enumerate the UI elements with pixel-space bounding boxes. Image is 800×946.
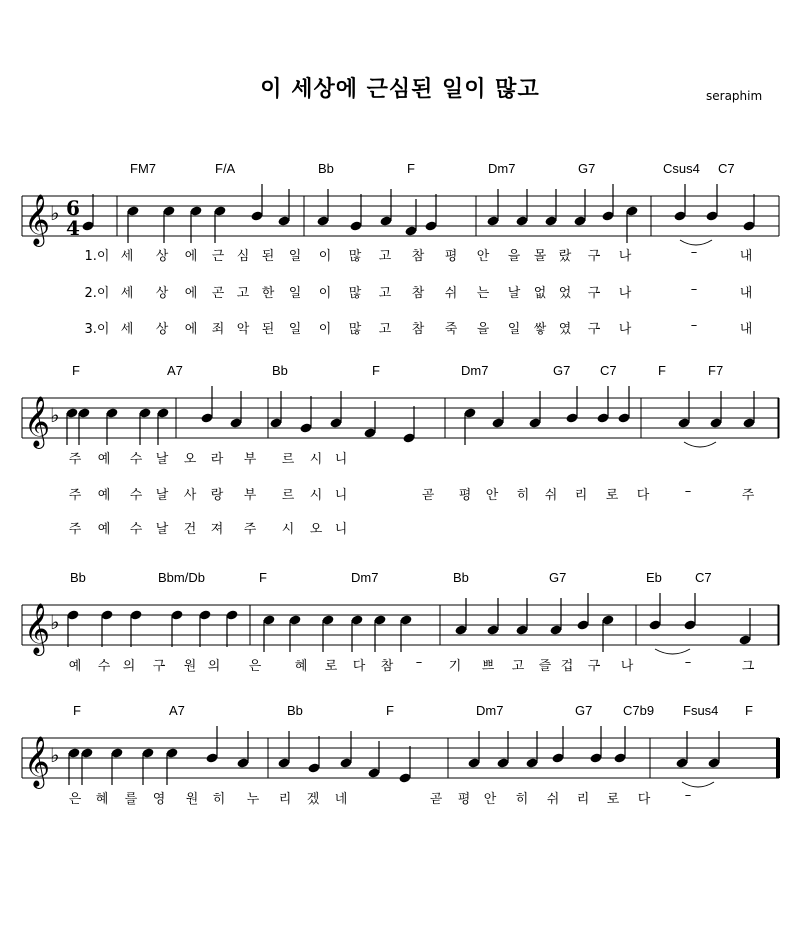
note (65, 407, 78, 445)
lyric-syllable: 많 (348, 286, 362, 301)
lyric-syllable: 예 (97, 452, 111, 467)
note (675, 731, 688, 769)
lyric-syllable: 시 (281, 522, 295, 537)
music-staff (0, 585, 800, 665)
lyric-syllable: 나 (618, 322, 632, 337)
note (515, 598, 528, 636)
lyric-syllable: 원 (185, 792, 199, 807)
lyric-syllable: 영 (152, 792, 166, 807)
lyric-syllable: 내 (739, 249, 753, 264)
note (496, 731, 509, 769)
note (329, 391, 342, 429)
note (262, 614, 275, 652)
lyric-syllable: 참 (411, 286, 425, 301)
note (269, 391, 282, 429)
note (288, 614, 301, 652)
time-signature-bottom: 4 (66, 216, 80, 240)
note (486, 189, 499, 227)
note (424, 194, 437, 232)
composer: seraphim (706, 89, 763, 103)
note (198, 609, 211, 647)
note (589, 726, 602, 764)
note (528, 391, 541, 429)
song-title: 이 세상에 근심된 일이 많고 (260, 77, 540, 102)
lyric-syllable: 세 (120, 286, 134, 301)
lyric-syllable: 에 (184, 322, 198, 337)
note (350, 614, 363, 652)
chord-symbol: F (658, 363, 666, 378)
lyric-syllable: 상 (155, 322, 169, 337)
lyric-syllable: 혜 (294, 659, 308, 674)
lyric-syllable: 의 (207, 659, 221, 674)
tie (682, 782, 714, 787)
note (738, 608, 751, 646)
note (742, 194, 755, 232)
lyric-syllable: 많 (348, 322, 362, 337)
note (225, 609, 238, 647)
note (200, 386, 213, 424)
lyric-syllable: 구 (152, 659, 166, 674)
lyric-syllable: 시 (309, 488, 323, 503)
lyric-syllable: 주 (243, 522, 257, 537)
lyric-syllable: 을 (476, 322, 490, 337)
chord-symbol: F (259, 570, 267, 585)
note (379, 189, 392, 227)
lyric-syllable: – (690, 318, 698, 333)
lyric-syllable: 쌓 (533, 322, 547, 337)
lyric-syllable: 리 (576, 792, 590, 807)
lyric-syllable: 쉬 (444, 286, 458, 301)
note (77, 407, 90, 445)
chord-symbol: F (72, 363, 80, 378)
lyric-syllable: 로 (605, 488, 619, 503)
lyric-syllable: 일 (288, 322, 302, 337)
treble-clef: 𝄞 (24, 603, 51, 654)
lyric-syllable: 었 (558, 286, 572, 301)
note (141, 747, 154, 785)
chord-symbol: C7 (695, 570, 712, 585)
chord-symbol: Bb (70, 570, 86, 585)
music-staff (0, 718, 800, 798)
lyric-syllable: 사 (183, 488, 197, 503)
lyric-syllable: 르 (281, 488, 295, 503)
chord-symbol: Bb (318, 161, 334, 176)
key-signature-flat: ♭ (50, 743, 60, 767)
lyric-syllable: 니 (334, 488, 348, 503)
music-staff (0, 378, 800, 458)
lyric-syllable: 평 (444, 249, 458, 264)
chord-symbol: A7 (167, 363, 183, 378)
lyric-syllable: 없 (533, 286, 547, 301)
lyric-syllable: 일 (288, 249, 302, 264)
lyric-syllable: 고 (378, 286, 392, 301)
lyric-syllable: 로 (606, 792, 620, 807)
note (236, 731, 249, 769)
note (683, 593, 696, 631)
note (316, 189, 329, 227)
chord-symbol: F (745, 703, 753, 718)
note (373, 614, 386, 652)
note (129, 609, 142, 647)
chord-symbol: Bb (287, 703, 303, 718)
lyric-syllable: 날 (155, 522, 169, 537)
key-signature-flat: ♭ (50, 610, 60, 634)
lyric-syllable: 은 (68, 792, 82, 807)
chord-symbol: A7 (169, 703, 185, 718)
lyric-syllable: 참 (411, 322, 425, 337)
final-barline (776, 738, 780, 778)
note (321, 614, 334, 652)
lyric-syllable: 평 (458, 488, 472, 503)
lyric-syllable: – (684, 655, 692, 670)
lyric-syllable: 이 (318, 286, 332, 301)
treble-clef: 𝄞 (24, 736, 51, 787)
key-signature-flat: ♭ (50, 403, 60, 427)
lyric-syllable: 에 (184, 249, 198, 264)
note (463, 407, 476, 445)
lyric-syllable: 죽 (444, 322, 458, 337)
lyric-syllable: 많 (348, 249, 362, 264)
lyric-syllable: 쉬 (546, 792, 560, 807)
chord-symbol: C7 (600, 363, 617, 378)
lyric-syllable: 안 (485, 488, 499, 503)
chord-symbol: C7b9 (623, 703, 655, 718)
lyric-syllable: 내 (739, 286, 753, 301)
lyric-syllable: 져 (210, 522, 224, 537)
lyric-syllable: 혜 (95, 792, 109, 807)
lyric-syllable: 예 (68, 659, 82, 674)
lyric-syllable: 수 (129, 452, 143, 467)
lyric-syllable: 내 (739, 322, 753, 337)
chord-symbol: G7 (553, 363, 571, 378)
chord-symbol: Eb (646, 570, 662, 585)
chord-symbol: Dm7 (351, 570, 379, 585)
note (162, 205, 175, 243)
note (486, 598, 499, 636)
lyric-syllable: 상 (155, 249, 169, 264)
note (189, 205, 202, 243)
lyric-syllable: 였 (558, 322, 572, 337)
note (399, 614, 412, 652)
lyric-syllable: 니 (334, 452, 348, 467)
note (576, 593, 589, 631)
lyric-syllable: 수 (129, 488, 143, 503)
lyric-syllable: 예 (97, 522, 111, 537)
lyric-syllable: 를 (124, 792, 138, 807)
lyric-syllable: 쉬 (544, 488, 558, 503)
note (277, 189, 290, 227)
lyric-syllable: 세 (120, 322, 134, 337)
lyric-syllable: 리 (278, 792, 292, 807)
lyric-syllable: 원 (183, 659, 197, 674)
note (709, 391, 722, 429)
chord-symbol: F7 (708, 363, 724, 378)
lyric-syllable: 나 (618, 249, 632, 264)
lyric-syllable: 심 (236, 249, 250, 264)
music-staff (0, 176, 800, 256)
note (613, 726, 626, 764)
treble-clef: 𝄞 (24, 396, 51, 447)
lyric-syllable: 고 (511, 659, 525, 674)
chord-symbol: Dm7 (488, 161, 516, 176)
lyric-syllable: – (690, 245, 698, 260)
note (213, 205, 226, 243)
lyric-syllable: 다 (637, 792, 651, 807)
note (299, 396, 312, 434)
lyric-syllable: 안 (476, 249, 490, 264)
lyric-syllable: 랐 (558, 249, 572, 264)
lyric-syllable: 일 (288, 286, 302, 301)
lyric-syllable: – (684, 788, 692, 803)
lyric-syllable: 된 (261, 322, 275, 337)
note (67, 747, 80, 785)
lyric-syllable: 부 (243, 452, 257, 467)
lyric-syllable: 히 (515, 792, 529, 807)
lyric-syllable: 이 (318, 249, 332, 264)
lyric-syllable: 날 (155, 488, 169, 503)
lyric-syllable: 다 (636, 488, 650, 503)
chord-symbol: FM7 (130, 161, 156, 176)
lyric-syllable: 오 (183, 452, 197, 467)
key-signature-flat: ♭ (50, 201, 60, 225)
lyric-syllable: 참 (380, 659, 394, 674)
lyric-syllable: – (690, 282, 698, 297)
lyric-syllable: 고 (378, 249, 392, 264)
note (165, 747, 178, 785)
lyric-syllable: 구 (587, 322, 601, 337)
lyric-syllable: 주 (68, 522, 82, 537)
note (601, 184, 614, 222)
lyric-syllable: 리 (574, 488, 588, 503)
note (601, 614, 614, 652)
note (402, 406, 415, 444)
lyric-syllable: – (415, 655, 423, 670)
note (573, 189, 586, 227)
lyric-syllable: 누 (246, 792, 260, 807)
note (363, 401, 376, 439)
lyric-syllable: 겠 (306, 792, 320, 807)
lyric-syllable: 쁘 (481, 659, 495, 674)
lyric-syllable: – (684, 484, 692, 499)
chord-symbol: Bb (272, 363, 288, 378)
chord-symbol: Dm7 (476, 703, 504, 718)
lyric-syllable: 건 (183, 522, 197, 537)
note (349, 194, 362, 232)
note (250, 184, 263, 222)
note (205, 726, 218, 764)
lyric-syllable: 기 (448, 659, 462, 674)
note (229, 391, 242, 429)
lyric-syllable: 한 (261, 286, 275, 301)
note (549, 598, 562, 636)
note (126, 205, 139, 243)
note (66, 609, 79, 647)
lyric-syllable: 고 (236, 286, 250, 301)
lyric-syllable: 수 (97, 659, 111, 674)
note (491, 391, 504, 429)
tie (684, 442, 716, 447)
note (677, 391, 690, 429)
lyric-syllable: 2.이 (84, 286, 110, 301)
note (673, 184, 686, 222)
note (170, 609, 183, 647)
note (596, 386, 609, 424)
time-signature-top: 6 (66, 196, 80, 220)
note (705, 184, 718, 222)
note (565, 386, 578, 424)
lyric-syllable: 이 (318, 322, 332, 337)
note (454, 598, 467, 636)
lyric-syllable: 수 (129, 522, 143, 537)
note (515, 189, 528, 227)
note (156, 407, 169, 445)
note (339, 731, 352, 769)
note (367, 741, 380, 779)
lyric-syllable: 세 (120, 249, 134, 264)
chord-symbol: F (386, 703, 394, 718)
chord-symbol: F (372, 363, 380, 378)
lyric-syllable: 그 (741, 659, 755, 674)
note (525, 731, 538, 769)
note (277, 731, 290, 769)
lyric-syllable: 시 (309, 452, 323, 467)
lyric-syllable: 즐 (538, 659, 552, 674)
lyric-syllable: 구 (587, 286, 601, 301)
lyric-syllable: 날 (155, 452, 169, 467)
lyric-syllable: 라 (210, 452, 224, 467)
note (81, 194, 94, 232)
note (105, 407, 118, 445)
lyric-syllable: 악 (236, 322, 250, 337)
lyric-syllable: 몰 (533, 249, 547, 264)
note (625, 205, 638, 243)
lyric-syllable: 다 (352, 659, 366, 674)
lyric-syllable: 참 (411, 249, 425, 264)
lyric-syllable: 는 (476, 286, 490, 301)
note (707, 731, 720, 769)
lyric-syllable: 주 (741, 488, 755, 503)
note (648, 593, 661, 631)
chord-symbol: Dm7 (461, 363, 489, 378)
chord-symbol: G7 (575, 703, 593, 718)
lyric-syllable: 로 (324, 659, 338, 674)
lyric-syllable: 곤 (211, 286, 225, 301)
lyric-syllable: 주 (68, 452, 82, 467)
chord-symbol: Fsus4 (683, 703, 719, 718)
lyric-syllable: 죄 (211, 322, 225, 337)
lyric-syllable: 된 (261, 249, 275, 264)
lyric-syllable: 부 (243, 488, 257, 503)
chord-symbol: F (73, 703, 81, 718)
treble-clef: 𝄞 (24, 194, 51, 245)
chord-symbol: G7 (578, 161, 596, 176)
note (307, 736, 320, 774)
lyric-syllable: 날 (507, 286, 521, 301)
lyric-syllable: 1.이 (84, 249, 110, 264)
lyric-syllable: 일 (507, 322, 521, 337)
lyric-syllable: 안 (483, 792, 497, 807)
chord-symbol: Csus4 (663, 161, 700, 176)
lyric-syllable: 상 (155, 286, 169, 301)
lyric-syllable: 고 (378, 322, 392, 337)
lyric-syllable: 의 (122, 659, 136, 674)
lyric-syllable: 나 (618, 286, 632, 301)
lyric-syllable: 랑 (210, 488, 224, 503)
note (110, 747, 123, 785)
lyric-syllable: 에 (184, 286, 198, 301)
note (544, 189, 557, 227)
lyric-syllable: 곧 (429, 792, 443, 807)
lyric-syllable: 히 (516, 488, 530, 503)
note (404, 199, 417, 237)
lyric-syllable: 은 (248, 659, 262, 674)
lyric-syllable: 구 (587, 659, 601, 674)
note (467, 731, 480, 769)
lyric-syllable: 르 (281, 452, 295, 467)
chord-symbol: C7 (718, 161, 735, 176)
lyric-syllable: 평 (457, 792, 471, 807)
lyric-syllable: 겁 (560, 659, 574, 674)
lyric-syllable: 네 (334, 792, 348, 807)
note (398, 746, 411, 784)
note (138, 407, 151, 445)
chord-symbol: F/A (215, 161, 236, 176)
tie (655, 649, 690, 654)
lyric-syllable: 곧 (421, 488, 435, 503)
lyric-syllable: 3.이 (84, 322, 110, 337)
chord-symbol: F (407, 161, 415, 176)
lyric-syllable: 니 (334, 522, 348, 537)
note (100, 609, 113, 647)
lyric-syllable: 근 (211, 249, 225, 264)
lyric-syllable: 주 (68, 488, 82, 503)
lyric-syllable: 구 (587, 249, 601, 264)
lyric-syllable: 히 (212, 792, 226, 807)
note (551, 726, 564, 764)
chord-symbol: G7 (549, 570, 567, 585)
note (742, 391, 755, 429)
lyric-syllable: 을 (507, 249, 521, 264)
lyric-syllable: 오 (309, 522, 323, 537)
lyric-syllable: 예 (97, 488, 111, 503)
note (80, 747, 93, 785)
note (617, 386, 630, 424)
lyric-syllable: 나 (620, 659, 634, 674)
chord-symbol: Bbm/Db (158, 570, 205, 585)
chord-symbol: Bb (453, 570, 469, 585)
